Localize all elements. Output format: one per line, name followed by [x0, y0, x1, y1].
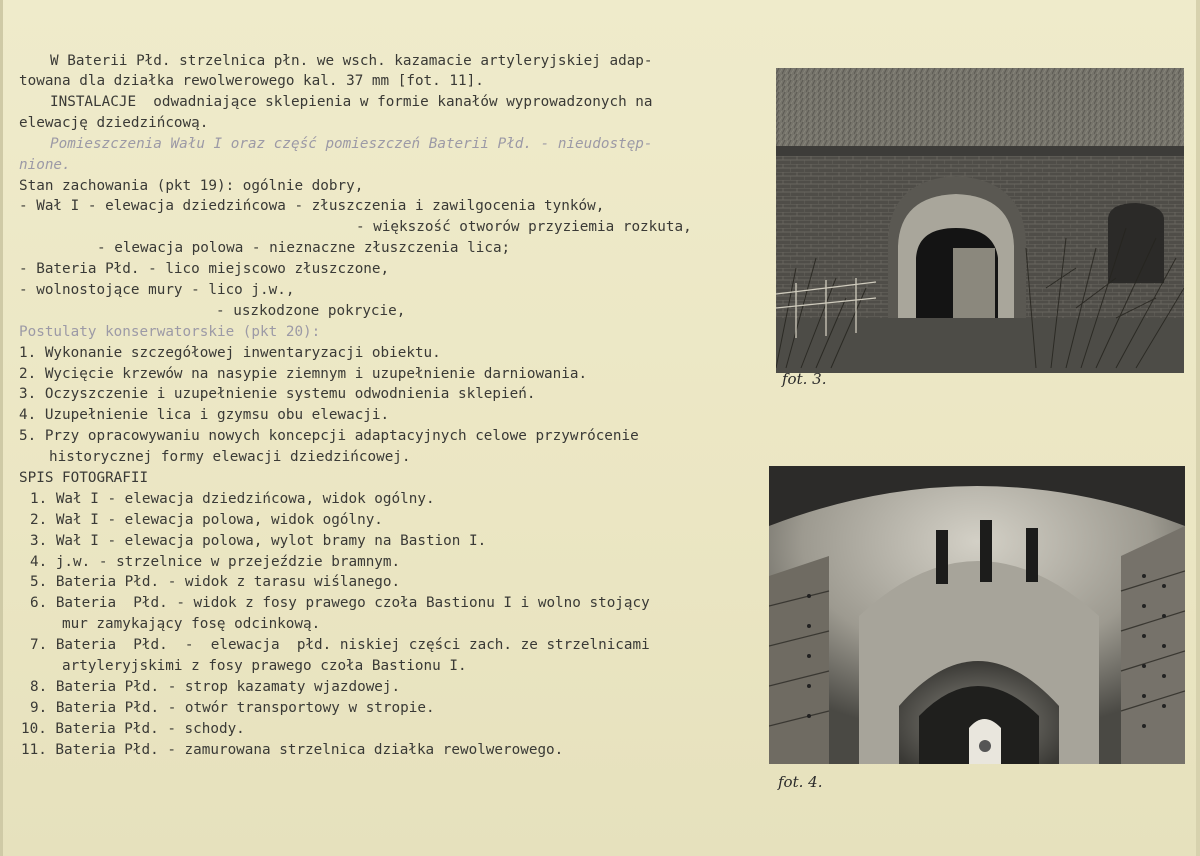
section-heading-stan: Stan zachowania (pkt 19): ogólnie dobry,: [19, 178, 364, 194]
photo-list-item: 6. Bateria Płd. - widok z fosy prawego czoła Bastionu I i wolno stojący: [30, 595, 650, 611]
photo-list-item: 8. Bateria Płd. - strop kazamaty wjazdowej.: [30, 679, 401, 695]
text-line: towana dla działka rewolwerowego kal. 37 mm [fot. 11].: [19, 73, 484, 89]
text-line: - Wał I - elewacja dziedzińcowa - złuszczenia i zawilgocenia tynków,: [19, 198, 605, 214]
list-item: 5. Przy opracowywaniu nowych koncepcji adaptacyjnych celowe przywrócenie: [19, 428, 639, 444]
photo-fot-3: [776, 68, 1184, 373]
list-item: 3. Oczyszczenie i uzupełnienie systemu odwodnienia sklepień.: [19, 386, 536, 402]
caption-fot-4: fot. 4.: [778, 773, 823, 791]
text-line: - większość otworów przyziemia rozkuta,: [356, 219, 692, 235]
list-item: 2. Wycięcie krzewów na nasypie ziemnym i uzupełnienie darniowania.: [19, 366, 588, 382]
text-line: W Baterii Płd. strzelnica płn. we wsch. kazamacie artyleryjskiej adap-: [50, 53, 653, 69]
text-line: - Bateria Płd. - lico miejscowo złuszczone,: [19, 261, 390, 277]
photo-list-item-continuation: artyleryjskimi z fosy prawego czoła Bastionu I.: [62, 658, 467, 674]
photo-list-item: 4. j.w. - strzelnice w przejeździe bramnym.: [30, 554, 401, 570]
photo-list-item: 2. Wał I - elewacja polowa, widok ogólny.: [30, 512, 383, 528]
photo-list-item: 1. Wał I - elewacja dziedzińcowa, widok ogólny.: [30, 491, 435, 507]
photo-list-item: 7. Bateria Płd. - elewacja płd. niskiej części zach. ze strzelnicami: [30, 637, 650, 653]
list-item-continuation: historycznej formy elewacji dziedzińcowej.: [49, 449, 411, 465]
photo-list-item: 11. Bateria Płd. - zamurowana strzelnica działka rewolwerowego.: [21, 742, 564, 758]
text-line-faint: nione.: [19, 157, 71, 173]
section-heading-spis: SPIS FOTOGRAFII: [19, 470, 149, 486]
text-line: elewację dziedzińcową.: [19, 115, 209, 131]
page-edge-left: [0, 0, 3, 856]
text-line-faint: Pomieszczenia Wału I oraz część pomieszczeń Baterii Płd. - nieudostęp-: [50, 136, 653, 152]
photo-list-item: 9. Bateria Płd. - otwór transportowy w stropie.: [30, 700, 435, 716]
page-edge-right: [1196, 0, 1200, 856]
photo-list-item: 5. Bateria Płd. - widok z tarasu wiślanego.: [30, 574, 401, 590]
text-line: INSTALACJE odwadniające sklepienia w formie kanałów wyprowadzonych na: [50, 94, 653, 110]
caption-fot-3: fot. 3.: [782, 370, 827, 388]
section-heading-postulaty: Postulaty konserwatorskie (pkt 20):: [19, 324, 321, 340]
list-item: 4. Uzupełnienie lica i gzymsu obu elewacji.: [19, 407, 390, 423]
photo-list-item-continuation: mur zamykający fosę odcinkową.: [62, 616, 321, 632]
photo-list-item: 10. Bateria Płd. - schody.: [21, 721, 245, 737]
text-line: - wolnostojące mury - lico j.w.,: [19, 282, 295, 298]
text-line: - uszkodzone pokrycie,: [216, 303, 406, 319]
photo-list-item: 3. Wał I - elewacja polowa, wylot bramy na Bastion I.: [30, 533, 487, 549]
list-item: 1. Wykonanie szczegółowej inwentaryzacji obiektu.: [19, 345, 441, 361]
text-line: - elewacja polowa - nieznaczne złuszczenia lica;: [97, 240, 511, 256]
photo-fot-4: [769, 466, 1185, 764]
